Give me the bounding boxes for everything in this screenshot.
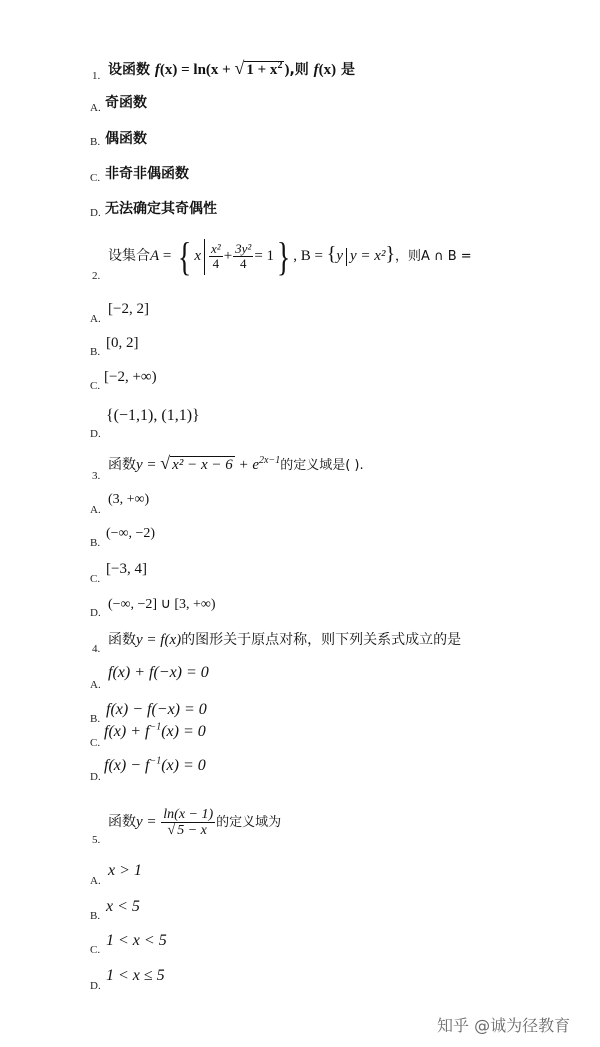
q1-fx-arg: (x) <box>159 62 178 78</box>
option-label: C. <box>90 380 101 392</box>
question-5-number: 5. <box>92 834 101 846</box>
option-label: C. <box>90 172 101 184</box>
option-label: B. <box>90 910 101 922</box>
option-text: 无法确定其奇偶性 <box>105 201 217 217</box>
option-label: A. <box>90 504 101 516</box>
option-text: 非奇非偶函数 <box>105 166 189 182</box>
q1-eq: = ln(x + <box>177 62 235 78</box>
question-3-number: 3. <box>92 470 101 482</box>
option-math: {(−1,1), (1,1)} <box>106 407 200 424</box>
question-4-stem: 函数y = f(x)的图形关于原点对称，则下列关系式成立的是 <box>108 632 462 648</box>
option-math: f(x) − f(−x) = 0 <box>106 701 207 718</box>
option-math: f(x) + f(−x) = 0 <box>108 664 209 681</box>
option-text: 偶函数 <box>105 131 147 147</box>
option-label: A. <box>90 313 101 325</box>
right-brace: } <box>276 233 291 279</box>
option-math: x > 1 <box>108 862 142 879</box>
option-label: A. <box>90 679 101 691</box>
sqrt-sign: √ <box>167 823 176 839</box>
option-label: B. <box>90 136 101 148</box>
option-label: C. <box>90 944 101 956</box>
option-label: A. <box>90 875 101 887</box>
question-4-number: 4. <box>92 643 101 655</box>
option-label: D. <box>90 207 101 219</box>
question-1-number: 1. <box>92 70 101 82</box>
set-bar <box>346 248 347 266</box>
option-math: 1 < x ≤ 5 <box>106 967 165 984</box>
q2-lead: 设集合 <box>108 248 150 264</box>
left-brace: { <box>178 233 192 279</box>
option-math: [−2, 2] <box>108 301 149 317</box>
option-math: (−∞, −2) <box>106 526 156 541</box>
option-math: (−∞, −2] ∪ [3, +∞) <box>108 597 216 612</box>
watermark: 知乎 @诚为径教育 <box>437 1016 571 1035</box>
fraction: $\frac{\ln(x - 1)}{√ 5 - x}$ <box>163 806 214 839</box>
option-math: 1 < x < 5 <box>106 932 167 949</box>
option-math: x < 5 <box>106 898 140 915</box>
option-label: D. <box>90 771 101 783</box>
option-label: D. <box>90 428 101 440</box>
sqrt-sign: √ <box>234 58 245 78</box>
question-2-number: 2. <box>92 270 101 282</box>
q1-tail-pre: ,则 <box>289 62 314 78</box>
right-brace-small: } <box>385 243 396 265</box>
option-label: B. <box>90 537 101 549</box>
fraction: $\frac{\text{3y²}}{4}$ <box>235 240 252 272</box>
fraction: $\frac{\text{x²}}{4}$ <box>211 240 221 272</box>
option-label: B. <box>90 346 101 358</box>
question-2-stem: 设集合A = { x $\frac{\text{x²}}{4}$ + $\frac{\text{3y²}}{4}$ = 1} , B = {y y = x²}，则A ∩ B = <box>108 233 472 279</box>
q1-radicand: $1 + x^2$ <box>246 60 283 78</box>
option-label: C. <box>90 573 101 585</box>
q1-lead: 设函数 <box>108 62 155 78</box>
question-3-stem: 函数y = √ $x^2 - x - 6 + e^{2x-1}$的定义域是( ). <box>108 453 364 473</box>
option-math: $f(x) + f^{-1}(x) = 0$ <box>104 721 206 740</box>
option-label: C. <box>90 737 101 749</box>
question-5-stem: 函数y = $\frac{\ln(x - 1)}{√ 5 - x}$ 的定义域为 <box>108 806 282 839</box>
q2-tail: ，则A ∩ B = <box>395 249 472 264</box>
q1-f: f <box>154 62 160 78</box>
option-math: [0, 2] <box>106 335 139 351</box>
option-label: D. <box>90 607 101 619</box>
option-label: A. <box>90 102 101 114</box>
option-text: 奇函数 <box>105 95 147 111</box>
question-1-stem: 设函数 f(x) = ln(x + √ $1 + x^2$ ),则 f(x) 是 <box>108 58 356 78</box>
option-math: [−3, 4] <box>106 561 147 577</box>
option-math: [−2, +∞) <box>104 369 157 385</box>
left-brace-small: { <box>326 243 337 265</box>
q1-tail-post: 是 <box>336 62 356 78</box>
option-label: D. <box>90 980 101 992</box>
option-math: (3, +∞) <box>108 492 150 507</box>
option-math: $f(x) - f^{-1}(x) = 0$ <box>104 755 206 774</box>
sqrt-sign: √ <box>160 453 171 473</box>
set-bar <box>204 239 205 275</box>
option-label: B. <box>90 713 101 725</box>
